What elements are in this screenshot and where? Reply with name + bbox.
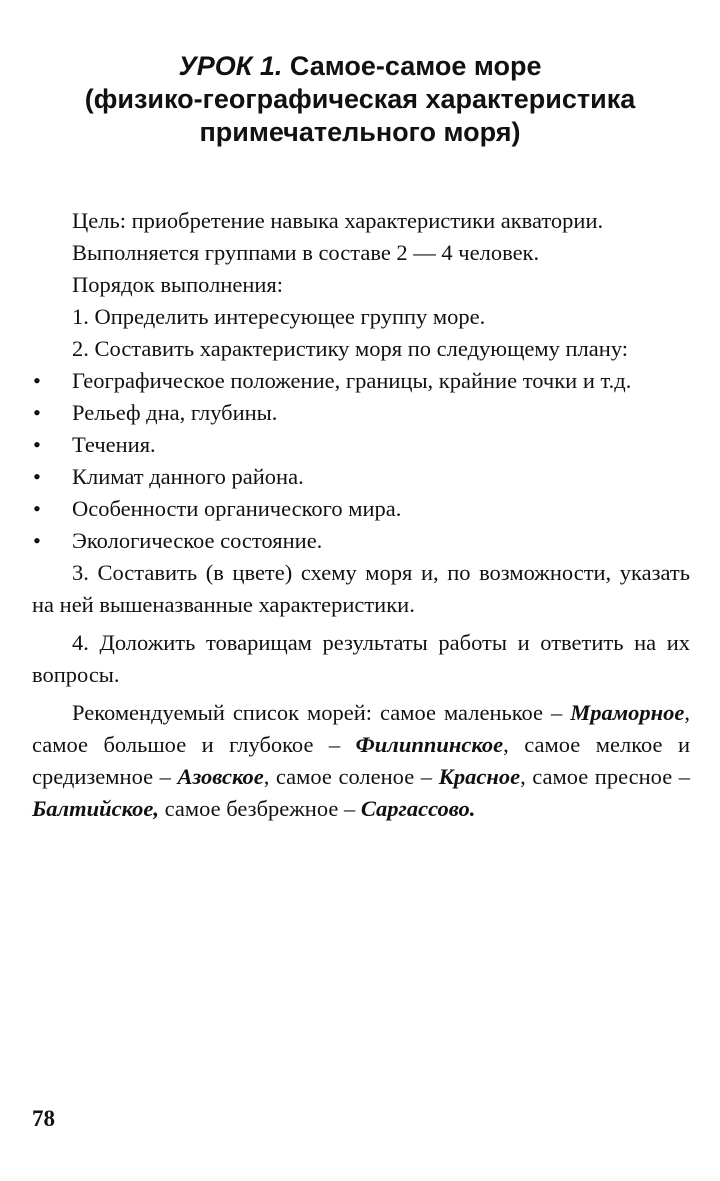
step-2: 2. Составить характеристику моря по следующему плану: <box>72 336 629 361</box>
list-item <box>32 397 690 429</box>
groups-paragraph: Выполняется группами в составе 2 — 4 человек. <box>72 240 540 265</box>
list-item <box>32 461 690 493</box>
lesson-name: Самое-самое море <box>289 51 542 81</box>
bullet-icon: • <box>33 368 41 393</box>
seas-text-2: , самое мелкое и средиземное – <box>32 732 691 789</box>
sea-baltic: Балтийское, <box>32 796 160 821</box>
seas-text-4: , самое пресное – <box>520 764 690 789</box>
seas-list-paragraph <box>32 697 690 825</box>
list-item <box>32 429 690 461</box>
lesson-body <box>32 205 690 825</box>
sea-sargasso: Саргассово. <box>360 796 476 821</box>
seas-text-1: , самое большое и глубокое – <box>32 700 691 757</box>
title-line-2: (физико-географическая характеристика <box>84 84 636 114</box>
lesson-number: УРОК 1. <box>178 51 283 81</box>
bullet-icon: • <box>33 528 41 553</box>
list-item <box>32 525 690 557</box>
title-line-3: примечательного моря) <box>199 117 521 147</box>
bullet-icon: • <box>33 496 41 521</box>
list-item-text: Рельеф дна, глубины. <box>72 400 278 425</box>
seas-text-3: , самое соленое – <box>263 764 433 789</box>
seas-intro: Рекомендуемый список морей: самое маленькое – <box>72 700 563 725</box>
seas-text-5: самое безбрежное – <box>164 796 356 821</box>
list-item-text: Особенности органического мира. <box>72 496 402 521</box>
sea-red: Красное <box>438 764 521 789</box>
list-item-text: Географическое положение, границы, крайние точки и т.д. <box>72 368 632 393</box>
bullet-icon: • <box>33 400 41 425</box>
sea-azov: Азовское <box>177 764 264 789</box>
list-item <box>32 493 690 525</box>
sea-marmara: Мраморное <box>570 700 685 725</box>
list-item-text: Экологическое состояние. <box>72 528 323 553</box>
list-item-text: Климат данного района. <box>72 464 304 489</box>
plan-list <box>32 365 690 557</box>
goal-paragraph: Цель: приобретение навыка характеристики акватории. <box>72 208 604 233</box>
bullet-icon: • <box>33 432 41 457</box>
page-number: 78 <box>32 1106 55 1131</box>
step-1: 1. Определить интересующее группу море. <box>72 304 486 329</box>
step-4: 4. Доложить товарищам результаты работы и ответить на их вопросы. <box>32 630 690 687</box>
sea-philippine: Филиппинское <box>355 732 504 757</box>
title-line-1 <box>60 50 660 83</box>
step-3: 3. Составить (в цвете) схему моря и, по возможности, указать на ней вышеназванные характеристики. <box>32 560 690 617</box>
list-item-text: Течения. <box>72 432 156 457</box>
lesson-title <box>60 50 660 149</box>
list-item <box>32 365 690 397</box>
order-heading: Порядок выполнения: <box>72 272 284 297</box>
bullet-icon: • <box>33 464 41 489</box>
